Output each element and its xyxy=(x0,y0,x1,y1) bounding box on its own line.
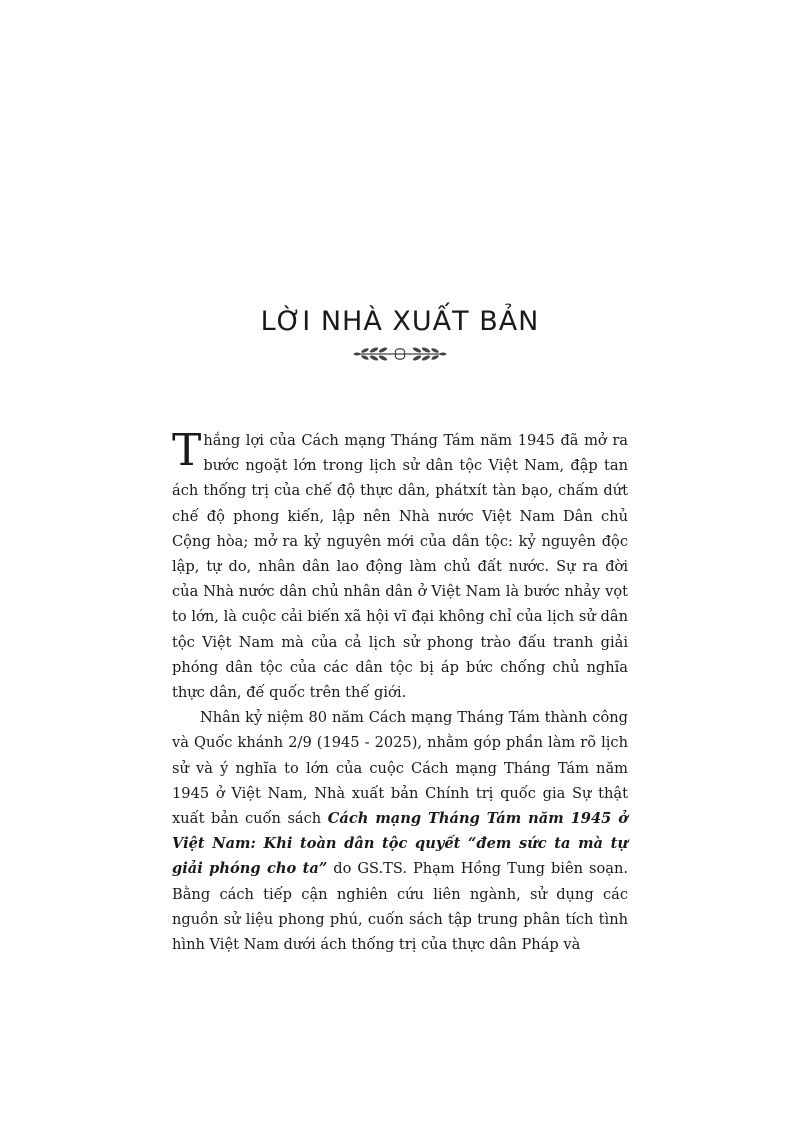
drop-cap: T xyxy=(172,425,202,476)
paragraph-1 xyxy=(172,425,628,705)
paragraph-2 xyxy=(172,705,628,957)
paragraph-2-text: do GS.TS. Phạm Hồng Tung biên soạn. Bằng cách tiếp cận nghiên cứu liên ngành, sử dụng các nguồn sử liệu phong phú, cuốn sách tập trung phân tích tình hình Việt Nam dưới ách thống trị của thực dân Pháp và xyxy=(172,860,628,954)
paragraph-2-intro: Nhân kỷ niệm 80 năm Cách mạng Tháng Tám thành công và Quốc khánh 2/9 (1945 - 2025), nhằm góp phần làm rõ lịch sử và ý nghĩa to lớn của cuộc Cách mạng Tháng Tám năm 1945 ở Việt Nam, Nhà xuất bản Chính trị quốc gia Sự thật xuất bản cuốn sách xyxy=(172,709,628,828)
floral-divider-icon xyxy=(352,343,448,365)
paragraph-1-text: hắng lợi của Cách mạng Tháng Tám năm 1945 đã mở ra bước ngoặt lớn trong lịch sử dân tộc Việt Nam, đập tan ách thống trị của chế độ thực dân, phátxít tàn bạo, chấm dứt chế độ phong kiến, lập nên Nhà nước Việt Nam Dân chủ Cộng hòa; mở ra kỷ nguyên mới của dân tộc: kỷ nguyên độc lập, tự do, nhân dân lao động làm chủ đất nước. Sự ra đời của Nhà nước dân chủ nhân dân ở Việt Nam là bước nhảy vọt to lớn, là cuộc cải biến xã hội vĩ đại không chỉ của lịch sử dân tộc Việt Nam mà của cả lịch sử phong trào đấu tranh giải phóng dân tộc của các dân tộc bị áp bức chống chủ nghĩa thực dân, đế quốc trên thế giới. xyxy=(172,432,628,702)
page-title: LỜI NHÀ XUẤT BẢN xyxy=(260,306,540,337)
book-title: Cách mạng Tháng Tám năm 1945 ở Việt Nam: Khi toàn dân tộc quyết “đem sức ta mà tự giải phóng cho ta” xyxy=(172,810,628,878)
body-text xyxy=(172,425,628,957)
